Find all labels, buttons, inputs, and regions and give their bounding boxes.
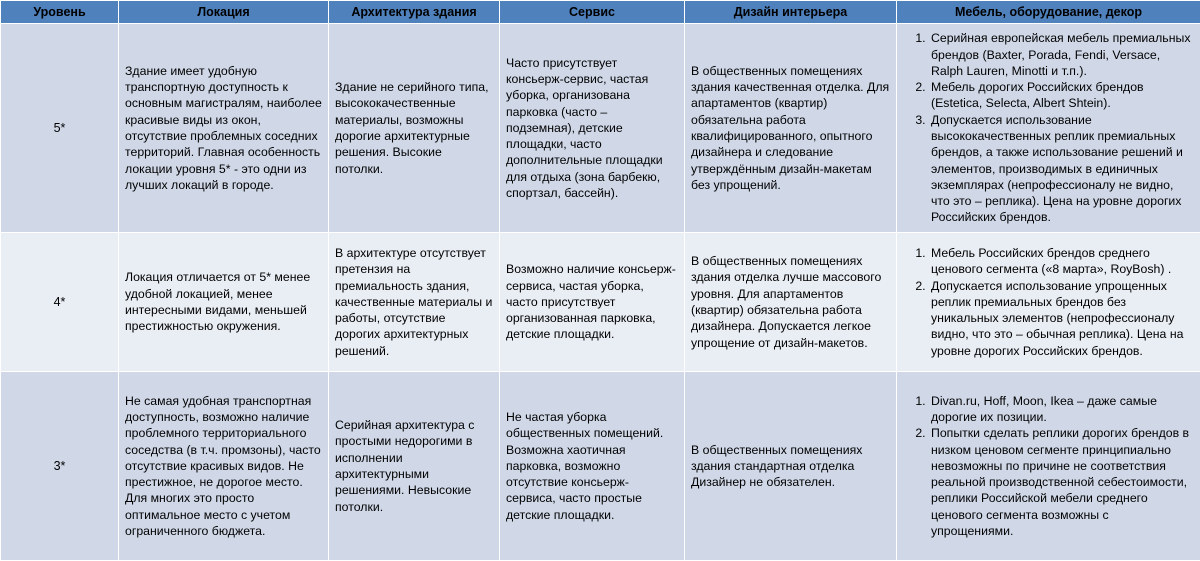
architecture-cell: В архитектуре отсутствует претензия на премиальность здания, качественные материалы и работы, отсутствие дорогих архитектурных решений. [329, 233, 500, 372]
design-cell: В общественных помещениях здания качественная отделка. Для апартаментов (квартир) обязательна работа квалифицированного, опытного дизайнера и следование утверждённым дизайн-макетам без упрощений. [685, 24, 897, 233]
furniture-cell [897, 372, 1200, 561]
design-cell: В общественных помещениях здания отделка лучше массового уровня. Для апартаментов (квартир) обязательна работа дизайнера. Допускается легкое упрощение от дизайн-макетов. [685, 233, 897, 372]
level-cell: 3* [1, 372, 119, 561]
list-item: 2. Попытки сделать реплики дорогих брендов в низком ценовом сегменте принципиально невозможны по причине не соответствия реальной производственной себестоимости, реплики Российской мебели среднего ценового сегмента возможны с упрощениями. [929, 425, 1194, 539]
furniture-list [903, 30, 1194, 226]
header-design: Дизайн интерьера [685, 1, 897, 24]
list-item: 3. Допускается использование высококачественных реплик премиальных брендов, а также использование решений и элементов, производимых в единичных экземплярах (непрофессионалу не видно, что это – реплика). Цена на уровне дорогих Российских брендов. [929, 112, 1194, 226]
service-cell: Возможно наличие консьерж-сервиса, частая уборка, часто присутствует организованная парковка, детские площадки. [500, 233, 685, 372]
location-cell: Не самая удобная транспортная доступность, возможно наличие проблемного территориального соседства (в т.ч. промзоны), часто отсутствие красивых видов. Не престижное, не дорогое место. Для многих это просто оптимальное место с учетом ограниченного бюджета. [119, 372, 329, 561]
level-cell: 4* [1, 233, 119, 372]
header-architecture: Архитектура здания [329, 1, 500, 24]
table-row [1, 233, 1200, 372]
header-furniture: Мебель, оборудование, декор [897, 1, 1200, 24]
header-location: Локация [119, 1, 329, 24]
header-level: Уровень [1, 1, 119, 24]
location-cell: Локация отличается от 5* менее удобной локацией, менее интересными видами, меньшей престижностью окружения. [119, 233, 329, 372]
header-service: Сервис [500, 1, 685, 24]
table-row [1, 372, 1200, 561]
list-item: 1. Мебель Российских брендов среднего ценового сегмента («8 марта», RoyBosh) . [929, 245, 1194, 278]
header-row [1, 1, 1200, 24]
architecture-cell: Здание не серийного типа, высококачественные материалы, возможны дорогие архитектурные решения. Высокие потолки. [329, 24, 500, 233]
level-cell: 5* [1, 24, 119, 233]
table-row [1, 24, 1200, 233]
architecture-cell: Серийная архитектура с простыми недорогими в исполнении архитектурными решениями. Невысокие потолки. [329, 372, 500, 561]
service-cell: Часто присутствует консьерж-сервис, частая уборка, организована парковка (часто – подземная), детские площадки, часто дополнительные площадки для отдыха (зона барбекю, спортзал, бассейн). [500, 24, 685, 233]
furniture-list [903, 393, 1194, 540]
location-cell: Здание имеет удобную транспортную доступность к основным магистралям, наиболее красивые виды из окон, отсутствие проблемных соседних территорий. Главная особенность локации уровня 5* - это одни из лучших локаций в городе. [119, 24, 329, 233]
furniture-cell [897, 233, 1200, 372]
service-cell: Не частая уборка общественных помещений. Возможна хаотичная парковка, возможно отсутствие консьерж-сервиса, часто простые детские площадки. [500, 372, 685, 561]
furniture-cell [897, 24, 1200, 233]
furniture-list [903, 245, 1194, 359]
list-item: 2. Допускается использование упрощенных реплик премиальных брендов без уникальных элементов (непрофессионалу видно, что это – обычная реплика). Цена на уровне дорогих Российских брендов. [929, 278, 1194, 359]
list-item: 1. Серийная европейская мебель премиальных брендов (Baxter, Porada, Fendi, Versace, Ralph Lauren, Minotti и т.п.). [929, 30, 1194, 79]
list-item: 1. Divan.ru, Hoff, Moon, Ikea – даже самые дорогие их позиции. [929, 393, 1194, 426]
design-cell: В общественных помещениях здания стандартная отделка Дизайнер не обязателен. [685, 372, 897, 561]
list-item: 2. Мебель дорогих Российских брендов (Estetica, Selecta, Albert Shtein). [929, 79, 1194, 112]
